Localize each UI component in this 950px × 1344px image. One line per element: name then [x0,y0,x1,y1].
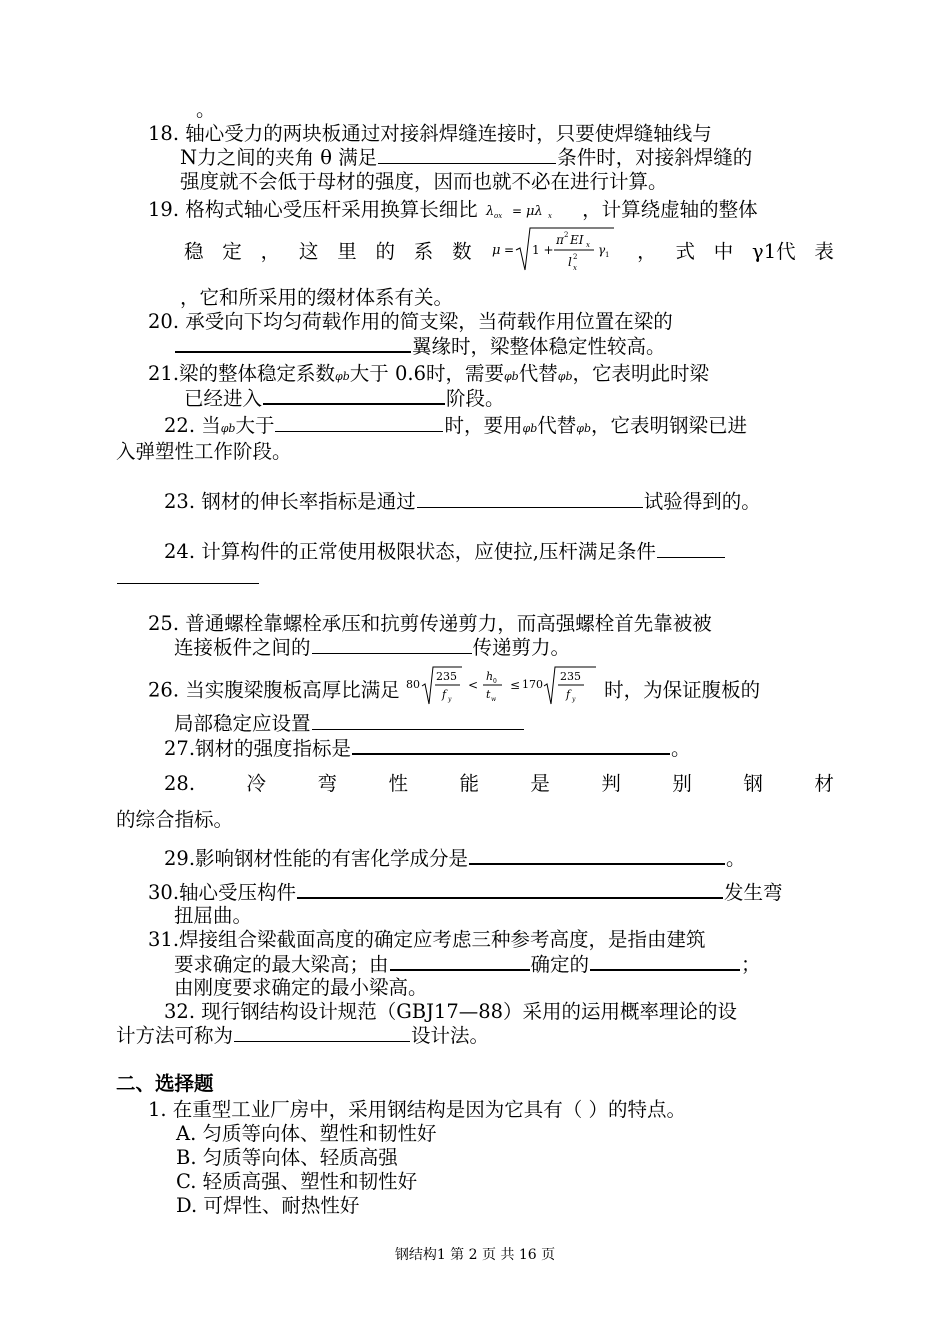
svg-text:1: 1 [605,251,610,259]
answer-blank-32[interactable] [234,1024,410,1042]
svg-text:1 +: 1 + [532,243,554,257]
svg-text:2: 2 [564,231,569,239]
question-28-line-2: 的综合指标。 [116,808,234,831]
svg-text:γ: γ [598,243,606,257]
answer-blank-27[interactable] [352,736,670,755]
question-23-line: 23. 钢材的伸长率指标是通过 试验得到的。 [164,490,761,513]
question-29-line: 29.影响钢材性能的有害化学成分是 。 [164,847,746,870]
question-20-line-2: 翼缘时，梁整体稳定性较高。 [174,334,666,359]
question-18-line-2: N力之间的夹角 θ 满足 条件时，对接斜焊缝的 [180,146,753,169]
question-31-line-3: 由刚度要求确定的最小梁高。 [174,976,428,999]
question-26-line-1: 26. 当实腹梁腹板高厚比满足 80 235 f y < h 0 t w ≤ 170 235 f y 时，为保证腹板的 [148,674,760,708]
question-30-line-2: 扭屈曲。 [174,904,253,927]
answer-blank-18[interactable] [378,146,556,164]
question-18-line-1: 18. 轴心受力的两块板通过对接斜焊缝连接时，只要使焊缝轴线与 [148,122,712,145]
question-28-line-1: 28. 冷 弯 性 能 是 判 别 钢 材 [164,772,834,795]
question-19-line-3: ，它和所采用的缀材体系有关。 [180,286,454,309]
question-26-line-2: 局部稳定应设置 [174,712,525,736]
answer-blank-26[interactable] [312,712,524,730]
svg-text:170: 170 [521,678,543,691]
choice-question-1: 1. 在重型工业厂房中，采用钢结构是因为它具有（ ）的特点。 [148,1098,687,1121]
choice-option-b[interactable]: B. 匀质等向体、轻质高强 [176,1146,398,1169]
question-24-line-1: 24. 计算构件的正常使用极限状态，应使拉,压杆满足条件 [164,540,726,564]
svg-text:l: l [568,255,573,269]
question-32-line-1: 32. 现行钢结构设计规范（GBJ17—88）采用的运用概率理论的设 [164,1000,738,1023]
svg-text:≤: ≤ [509,678,520,692]
choice-option-a[interactable]: A. 匀质等向体、塑性和韧性好 [176,1122,437,1145]
question-25-line-2: 连接板件之间的 传递剪力。 [174,636,571,659]
svg-text:μ: μ [492,243,501,258]
svg-text:μλ: μλ [525,203,543,219]
svg-text:x: x [586,241,591,249]
answer-blank-30[interactable] [297,880,723,899]
question-31-line-2: 要求确定的最大梁高；由 确定的 ； [174,953,761,976]
formula-mu [490,224,618,278]
choice-option-c[interactable]: C. 轻质高强、塑性和韧性好 [176,1170,418,1193]
answer-blank-31b[interactable] [590,952,740,971]
answer-blank-25[interactable] [312,636,472,654]
answer-blank-24a[interactable] [657,540,725,558]
question-31-line-1: 31.焊接组合梁截面高度的确定应考虑三种参考高度，是指由建筑 [148,928,706,951]
answer-blank-31a[interactable] [390,952,530,971]
answer-blank-23[interactable] [417,490,643,508]
answer-blank-20[interactable] [175,334,411,353]
svg-text:=: = [511,203,522,218]
svg-text:235: 235 [435,670,457,683]
question-19-line-2: 稳 定 ， 这 里 的 系 数 μ = 1 + π 2 EI x l 2 x γ 1 ， 式 中 γ1代 表 [184,240,834,278]
svg-text:f: f [565,688,570,701]
svg-text:w: w [490,696,497,703]
question-21-line-1: 21.梁的整体稳定系数φb大于 0.6时，需要φb代替φb，它表明此时梁 [148,362,710,385]
svg-text:y: y [571,696,576,703]
question-18-line-3: 强度就不会低于母材的强度，因而也就不必在进行计算。 [180,170,668,193]
question-22-line-1: 22. 当φb大于 时，要用φb代替φb，它表明钢梁已进 [164,414,748,437]
svg-text:y: y [447,696,452,703]
page-footer: 钢结构1 第 2 页 共 16 页 [394,1247,556,1263]
svg-text:x: x [547,211,552,220]
svg-text:80: 80 [405,678,420,691]
svg-text:t: t [485,688,491,701]
svg-text:x: x [573,264,578,272]
svg-text:f: f [441,688,446,701]
question-20-line-1: 20. 承受向下均匀荷载作用的简支梁，当荷载作用位置在梁的 [148,310,673,333]
question-24-line-2 [116,566,260,590]
answer-blank-22[interactable] [275,414,443,432]
question-21-line-2: 已经进入 阶段。 [184,387,505,410]
question-22-line-2: 入弹塑性工作阶段。 [116,440,292,463]
svg-text:0: 0 [492,678,497,685]
formula-lambda-ox [484,201,576,221]
svg-text:EI: EI [570,233,584,247]
svg-text:λ: λ [485,203,495,219]
choice-option-d[interactable]: D. 可焊性、耐热性好 [176,1194,360,1217]
svg-text:2: 2 [573,253,578,261]
svg-text:<: < [467,678,478,692]
section-heading-multiple-choice: 二、选择题 [116,1072,214,1095]
svg-text:π: π [556,233,565,247]
svg-text:h: h [485,670,494,683]
answer-blank-29[interactable] [469,846,725,865]
svg-text:235: 235 [559,670,581,683]
question-32-line-2: 计方法可称为 设计法。 [116,1024,490,1047]
stray-mark: 。 [196,98,216,121]
answer-blank-24b[interactable] [117,566,259,584]
question-27-line: 27.钢材的强度指标是 。 [164,737,691,760]
answer-blank-21[interactable] [263,386,445,405]
formula-web-ratio [406,664,598,708]
question-25-line-1: 25. 普通螺栓靠螺栓承压和抗剪传递剪力，而高强螺栓首先靠被被 [148,612,712,635]
svg-text:ox: ox [493,211,503,220]
question-19-line-1: 19. 格构式轴心受压杆采用换算长细比 λ ox = μλ x ，计算绕虚轴的整体 [148,198,758,221]
svg-text:=: = [504,243,515,257]
question-30-line-1: 30.轴心受压构件 发生弯 [148,881,783,904]
